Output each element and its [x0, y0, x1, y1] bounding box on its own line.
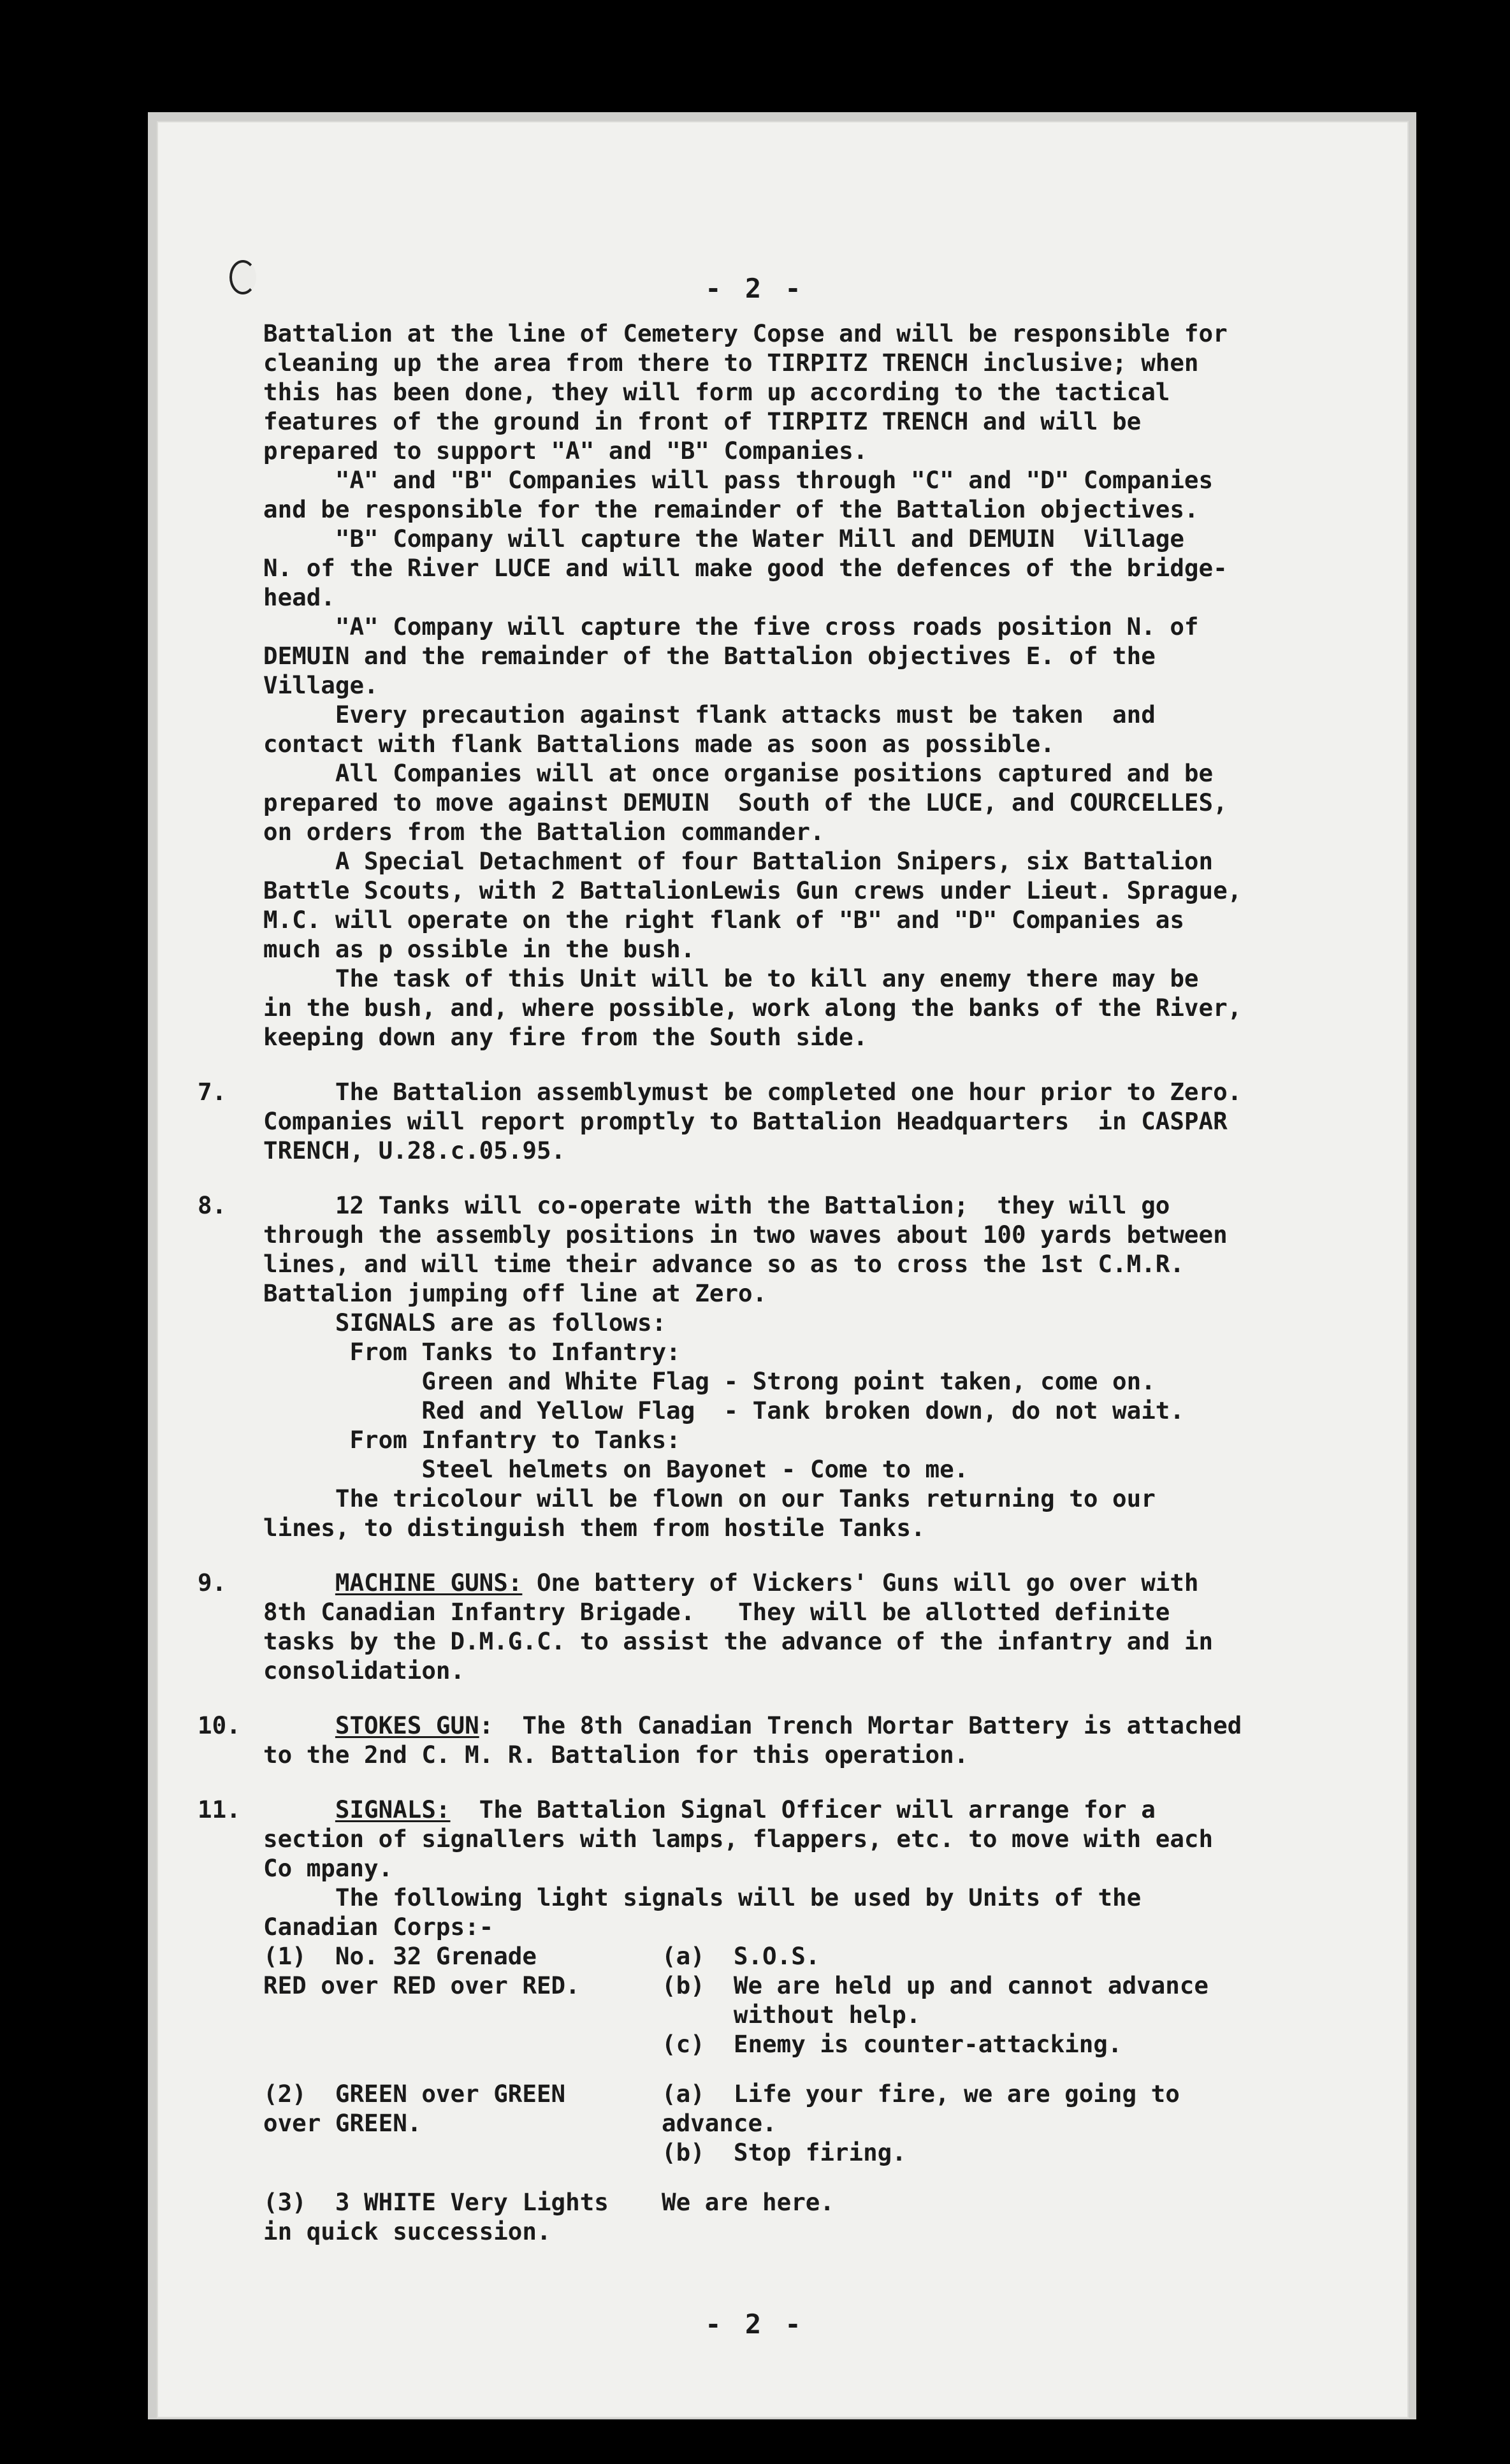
text-line: Steel helmets on Bayonet - Come to me. [263, 1455, 969, 1483]
text-line: and be responsible for the remainder of the Battalion objectives. [263, 495, 1199, 523]
paragraph-9 [198, 1568, 1321, 1685]
text-line: much as p ossible in the bush. [263, 935, 695, 963]
text-line: From Infantry to Tanks: [263, 1426, 681, 1454]
text-line: on orders from the Battalion commander. [263, 818, 825, 846]
text-line: From Tanks to Infantry: [263, 1338, 681, 1366]
signal-3-meanings [662, 2187, 1321, 2246]
paragraph-number: 10. [198, 1711, 241, 1739]
text-run: One battery of Vickers' Guns will go over with [522, 1569, 1199, 1597]
text-line: tasks by the D.M.G.C. to assist the advance of the infantry and in [263, 1627, 1214, 1655]
page-number-top: - 2 - [705, 273, 805, 304]
text-line: to the 2nd C. M. R. Battalion for this operation. [263, 1741, 969, 1769]
text-line: (c) Enemy is counter-attacking. [662, 2030, 1122, 2058]
text-line: "B" Company will capture the Water Mill and DEMUIN Village [263, 525, 1184, 553]
text-line: RED over RED over RED. [263, 1971, 580, 1999]
text-line: Red and Yellow Flag - Tank broken down, do not wait. [263, 1396, 1184, 1424]
paragraph-7 [198, 1077, 1321, 1165]
paragraph-number: 7. [198, 1078, 227, 1106]
text-line: N. of the River LUCE and will make good the defences of the bridge- [263, 554, 1228, 582]
page-number-bottom: - 2 - [705, 2308, 805, 2340]
paragraph-number: 9. [198, 1569, 227, 1597]
text-line: (b) We are held up and cannot advance [662, 1971, 1209, 1999]
section-heading: STOKES GUN [335, 1711, 479, 1739]
text-line: features of the ground in front of TIRPITZ TRENCH and will be [263, 407, 1142, 435]
text-run: : The 8th Canadian Trench Mortar Battery is attached [479, 1711, 1242, 1739]
text-line: keeping down any fire from the South side. [263, 1023, 868, 1051]
text-line: The tricolour will be flown on our Tanks returning to our [263, 1484, 1156, 1512]
text-line: DEMUIN and the remainder of the Battalion objectives E. of the [263, 642, 1156, 670]
section-heading: MACHINE GUNS: [335, 1569, 523, 1597]
signal-2-description [263, 2079, 662, 2167]
text-line: (3) 3 WHITE Very Lights [263, 2188, 609, 2216]
paragraph-8 [198, 1191, 1321, 1542]
text-line: Green and White Flag - Strong point taken, come on. [263, 1367, 1156, 1395]
text-line: "A" Company will capture the five cross roads position N. of [263, 612, 1199, 641]
light-signals-table [263, 1941, 1321, 2266]
text-line: (1) No. 32 Grenade [263, 1942, 537, 1970]
paragraph-number: 8. [198, 1191, 227, 1219]
text-line: TRENCH, U.28.c.05.95. [263, 1136, 566, 1164]
text-line: contact with flank Battalions made as soon as possible. [263, 730, 1055, 758]
signal-1-description [263, 1941, 662, 2059]
text-line: lines, and will time their advance so as to cross the 1st C.M.R. [263, 1250, 1184, 1278]
text-line: M.C. will operate on the right flank of "B" and "D" Companies as [263, 906, 1184, 934]
text-line: this has been done, they will form up according to the tactical [263, 378, 1170, 406]
text-line: prepared to support "A" and "B" Companies. [263, 437, 868, 465]
text-line: in the bush, and, where possible, work along the banks of the River, [263, 994, 1242, 1022]
text-line: SIGNALS are as follows: [263, 1308, 667, 1337]
continuation-text [263, 319, 1321, 1052]
text-line: section of signallers with lamps, flappers, etc. to move with each [263, 1825, 1214, 1853]
text-line: Every precaution against flank attacks must be taken and [263, 700, 1156, 728]
section-heading: SIGNALS: [335, 1795, 451, 1823]
text-line: cleaning up the area from there to TIRPITZ TRENCH inclusive; when [263, 349, 1199, 377]
text-line: through the assembly positions in two waves about 100 yards between [263, 1221, 1228, 1249]
text-line: in quick succession. [263, 2217, 551, 2245]
text-line: The Battalion assemblymust be completed one hour prior to Zero. [263, 1078, 1242, 1106]
text-run: The Battalion Signal Officer will arrange for a [450, 1795, 1156, 1823]
document-body [198, 319, 1321, 2266]
text-line: The task of this Unit will be to kill any enemy there may be [263, 964, 1199, 992]
text-line: without help. [662, 2001, 921, 2029]
text-line: consolidation. [263, 1656, 465, 1685]
text-line: (b) Stop firing. [662, 2138, 906, 2166]
text-line: Co mpany. [263, 1854, 393, 1882]
paragraph-10 [198, 1711, 1321, 1769]
text-line: Village. [263, 671, 379, 699]
text-line: (a) S.O.S. [662, 1942, 820, 1970]
text-line: lines, to distinguish them from hostile Tanks. [263, 1514, 926, 1542]
text-line: Battalion jumping off line at Zero. [263, 1279, 767, 1307]
text-line: 8th Canadian Infantry Brigade. They will be allotted definite [263, 1598, 1170, 1626]
text-line: The following light signals will be used by Units of the [263, 1883, 1142, 1911]
text-line: (2) GREEN over GREEN [263, 2080, 566, 2108]
signal-1-meanings [662, 1941, 1321, 2059]
text-line: "A" and "B" Companies will pass through "C" and "D" Companies [263, 466, 1214, 494]
text-line: Battalion at the line of Cemetery Copse and will be responsible for [263, 319, 1228, 347]
text-line: 12 Tanks will co-operate with the Battalion; they will go [263, 1191, 1170, 1219]
text-line: Battle Scouts, with 2 BattalionLewis Gun crews under Lieut. Sprague, [263, 876, 1242, 904]
text-line: Companies will report promptly to Battalion Headquarters in CASPAR [263, 1107, 1228, 1135]
paragraph-11 [198, 1795, 1321, 2266]
text-line: A Special Detachment of four Battalion Snipers, six Battalion [263, 847, 1214, 875]
text-line: over GREEN. [263, 2109, 422, 2137]
text-line: head. [263, 583, 335, 611]
text-line: We are here. [662, 2188, 834, 2216]
signal-3-description [263, 2187, 662, 2246]
text-line: Canadian Corps:- [263, 1913, 494, 1941]
paragraph-number: 11. [198, 1795, 241, 1823]
text-line: All Companies will at once organise positions captured and be [263, 759, 1214, 787]
text-line: advance. [662, 2109, 777, 2137]
text-line: prepared to move against DEMUIN South of the LUCE, and COURCELLES, [263, 788, 1228, 816]
text-line: (a) Life your fire, we are going to [662, 2080, 1180, 2108]
signal-2-meanings [662, 2079, 1321, 2167]
